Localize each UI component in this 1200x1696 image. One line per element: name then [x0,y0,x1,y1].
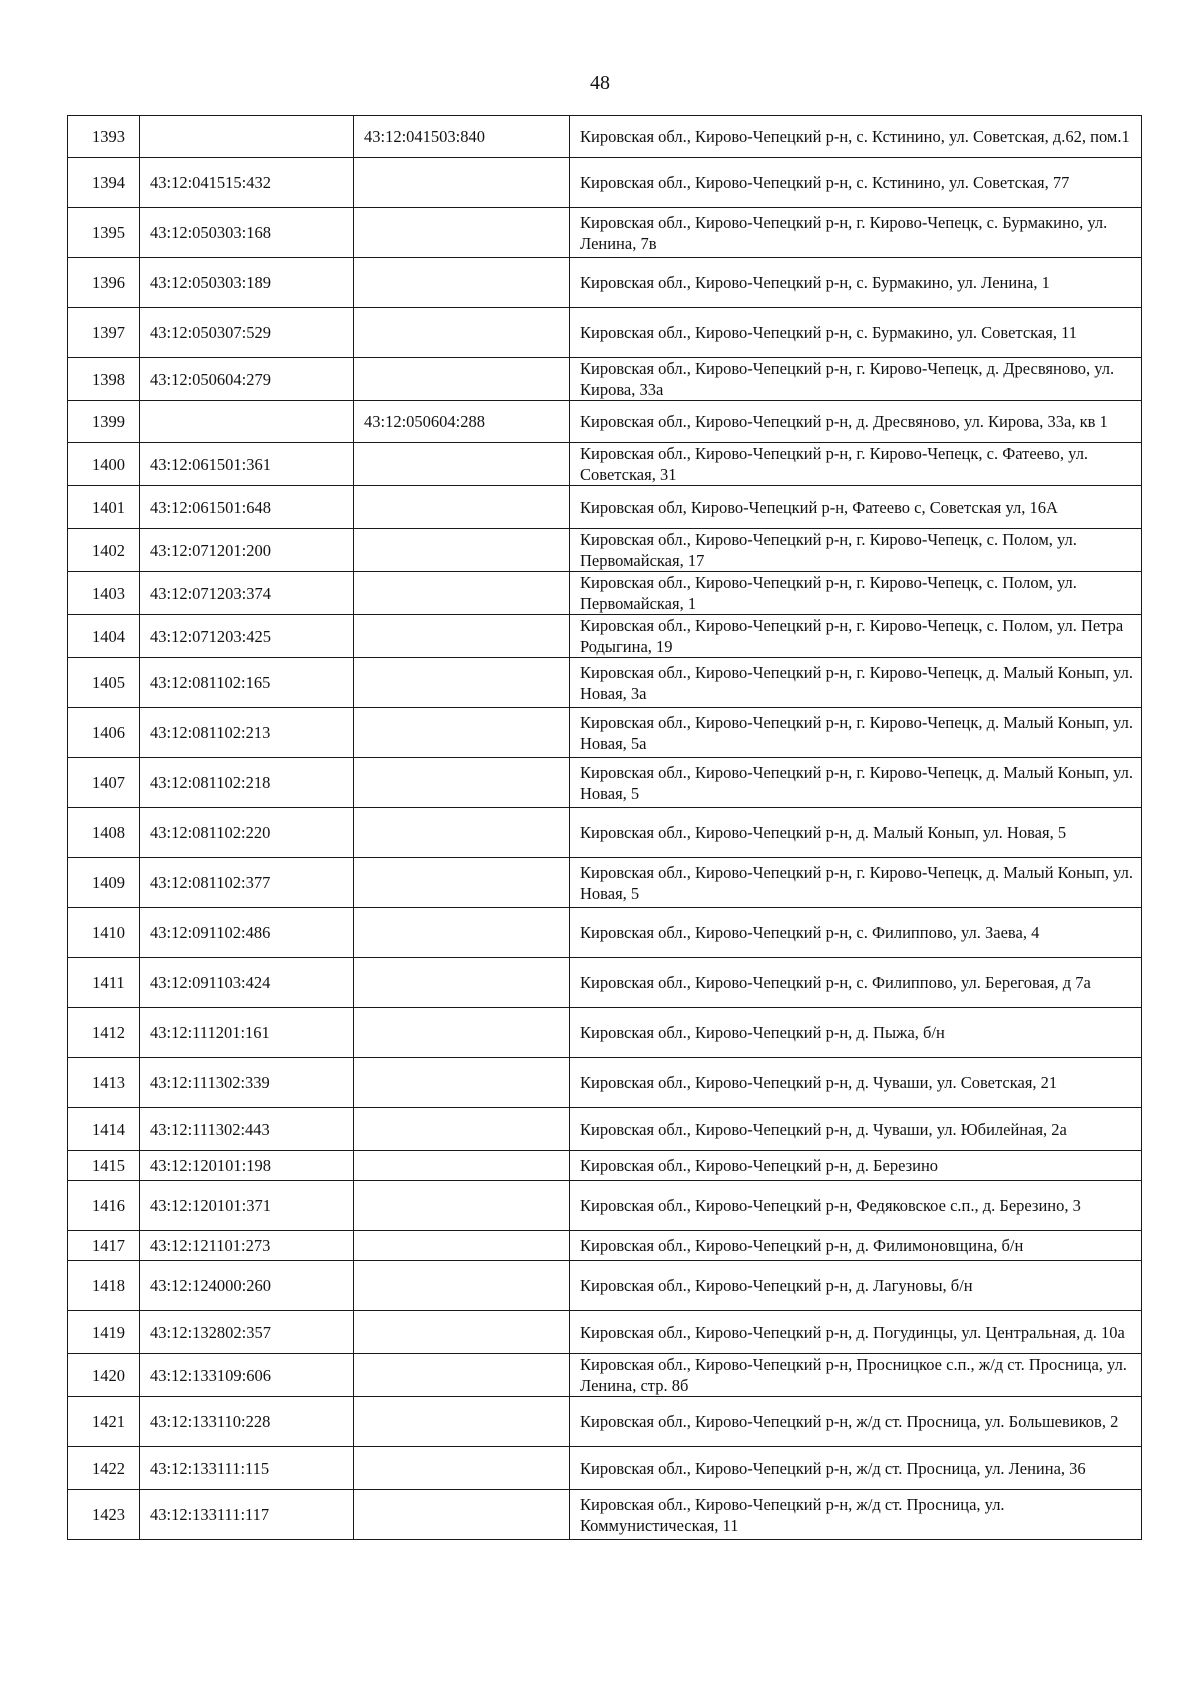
table-row [68,572,1142,615]
row-number-cell: 1407 [68,758,140,808]
cadastral-number-cell: 43:12:081102:220 [140,808,354,858]
address-cell: Кировская обл., Кирово-Чепецкий р-н, д. Филимоновщина, б/н [570,1231,1142,1261]
page-number: 48 [590,72,610,94]
cadastral-number-cell: 43:12:111302:443 [140,1108,354,1151]
cadastral-number-cell: 43:12:050303:189 [140,258,354,308]
address-cell: Кировская обл., Кирово-Чепецкий р-н, ж/д ст. Просница, ул. Коммунистическая, 11 [570,1490,1142,1540]
row-number-cell: 1399 [68,401,140,443]
table-row [68,486,1142,529]
table-row [68,1490,1142,1540]
linked-cadastral-number-cell: 43:12:041503:840 [354,116,570,158]
cadastral-number-cell: 43:12:124000:260 [140,1261,354,1311]
address-cell: Кировская обл., Кирово-Чепецкий р-н, г. Кирово-Чепецк, д. Дресвяново, ул. Кирова, 33а [570,358,1142,401]
cadastral-number-cell: 43:12:081102:377 [140,858,354,908]
cadastral-number-cell: 43:12:133109:606 [140,1354,354,1397]
linked-cadastral-number-cell [354,358,570,401]
cadastral-number-cell: 43:12:091103:424 [140,958,354,1008]
linked-cadastral-number-cell [354,529,570,572]
row-number-cell: 1393 [68,116,140,158]
property-table [67,115,1142,1540]
table-row [68,358,1142,401]
table-row [68,1261,1142,1311]
row-number-cell: 1401 [68,486,140,529]
cadastral-number-cell: 43:12:081102:213 [140,708,354,758]
address-cell: Кировская обл., Кирово-Чепецкий р-н, д. Малый Конып, ул. Новая, 5 [570,808,1142,858]
cadastral-number-cell: 43:12:081102:218 [140,758,354,808]
row-number-cell: 1420 [68,1354,140,1397]
cadastral-number-cell: 43:12:111302:339 [140,1058,354,1108]
address-cell: Кировская обл., Кирово-Чепецкий р-н, г. Кирово-Чепецк, д. Малый Конып, ул. Новая, 3а [570,658,1142,708]
cadastral-number-cell: 43:12:120101:371 [140,1181,354,1231]
row-number-cell: 1414 [68,1108,140,1151]
cadastral-number-cell: 43:12:071203:374 [140,572,354,615]
cadastral-number-cell: 43:12:120101:198 [140,1151,354,1181]
cadastral-number-cell: 43:12:071203:425 [140,615,354,658]
address-cell: Кировская обл., Кирово-Чепецкий р-н, г. Кирово-Чепецк, с. Полом, ул. Петра Родыгина, 19 [570,615,1142,658]
table-row [68,116,1142,158]
row-number-cell: 1403 [68,572,140,615]
cadastral-number-cell: 43:12:050604:279 [140,358,354,401]
address-cell: Кировская обл., Кирово-Чепецкий р-н, Федяковское с.п., д. Березино, 3 [570,1181,1142,1231]
linked-cadastral-number-cell: 43:12:050604:288 [354,401,570,443]
row-number-cell: 1398 [68,358,140,401]
row-number-cell: 1400 [68,443,140,486]
linked-cadastral-number-cell [354,486,570,529]
table-row [68,858,1142,908]
address-cell: Кировская обл., Кирово-Чепецкий р-н, ж/д ст. Просница, ул. Большевиков, 2 [570,1397,1142,1447]
table-row [68,1181,1142,1231]
linked-cadastral-number-cell [354,1311,570,1354]
address-cell: Кировская обл., Кирово-Чепецкий р-н, ж/д ст. Просница, ул. Ленина, 36 [570,1447,1142,1490]
address-cell: Кировская обл., Кирово-Чепецкий р-н, с. Бурмакино, ул. Ленина, 1 [570,258,1142,308]
linked-cadastral-number-cell [354,908,570,958]
address-cell: Кировская обл., Кирово-Чепецкий р-н, г. Кирово-Чепецк, с. Фатеево, ул. Советская, 31 [570,443,1142,486]
table-row [68,208,1142,258]
linked-cadastral-number-cell [354,308,570,358]
row-number-cell: 1416 [68,1181,140,1231]
table-row [68,1008,1142,1058]
table-row [68,443,1142,486]
table-row [68,958,1142,1008]
row-number-cell: 1397 [68,308,140,358]
table-row [68,1151,1142,1181]
address-cell: Кировская обл., Кирово-Чепецкий р-н, д. Лагуновы, б/н [570,1261,1142,1311]
address-cell: Кировская обл., Кирово-Чепецкий р-н, г. Кирово-Чепецк, с. Полом, ул. Первомайская, 17 [570,529,1142,572]
table-row [68,308,1142,358]
row-number-cell: 1404 [68,615,140,658]
row-number-cell: 1410 [68,908,140,958]
address-cell: Кировская обл., Кирово-Чепецкий р-н, г. Кирово-Чепецк, д. Малый Конып, ул. Новая, 5а [570,708,1142,758]
table-row [68,529,1142,572]
table-row [68,808,1142,858]
linked-cadastral-number-cell [354,758,570,808]
address-cell: Кировская обл., Кирово-Чепецкий р-н, с. Кстинино, ул. Советская, 77 [570,158,1142,208]
property-table-body [68,116,1142,1540]
linked-cadastral-number-cell [354,1447,570,1490]
cadastral-number-cell: 43:12:041515:432 [140,158,354,208]
address-cell: Кировская обл., Кирово-Чепецкий р-н, д. Пыжа, б/н [570,1008,1142,1058]
row-number-cell: 1409 [68,858,140,908]
linked-cadastral-number-cell [354,858,570,908]
cadastral-number-cell: 43:12:133110:228 [140,1397,354,1447]
cadastral-number-cell: 43:12:132802:357 [140,1311,354,1354]
linked-cadastral-number-cell [354,658,570,708]
linked-cadastral-number-cell [354,1397,570,1447]
address-cell: Кировская обл., Кирово-Чепецкий р-н, д. Чуваши, ул. Советская, 21 [570,1058,1142,1108]
cadastral-number-cell: 43:12:071201:200 [140,529,354,572]
row-number-cell: 1419 [68,1311,140,1354]
linked-cadastral-number-cell [354,572,570,615]
row-number-cell: 1395 [68,208,140,258]
linked-cadastral-number-cell [354,808,570,858]
row-number-cell: 1413 [68,1058,140,1108]
table-row [68,258,1142,308]
address-cell: Кировская обл., Кирово-Чепецкий р-н, г. Кирово-Чепецк, д. Малый Конып, ул. Новая, 5 [570,858,1142,908]
cadastral-number-cell [140,116,354,158]
address-cell: Кировская обл., Кирово-Чепецкий р-н, с. Филиппово, ул. Заева, 4 [570,908,1142,958]
address-cell: Кировская обл., Кирово-Чепецкий р-н, д. Чуваши, ул. Юбилейная, 2а [570,1108,1142,1151]
row-number-cell: 1422 [68,1447,140,1490]
row-number-cell: 1405 [68,658,140,708]
cadastral-number-cell: 43:12:133111:117 [140,1490,354,1540]
cadastral-number-cell: 43:12:061501:648 [140,486,354,529]
linked-cadastral-number-cell [354,1108,570,1151]
address-cell: Кировская обл., Кирово-Чепецкий р-н, д. Дресвяново, ул. Кирова, 33а, кв 1 [570,401,1142,443]
linked-cadastral-number-cell [354,958,570,1008]
row-number-cell: 1423 [68,1490,140,1540]
linked-cadastral-number-cell [354,1354,570,1397]
address-cell: Кировская обл., Кирово-Чепецкий р-н, г. Кирово-Чепецк, с. Бурмакино, ул. Ленина, 7в [570,208,1142,258]
cadastral-number-cell: 43:12:111201:161 [140,1008,354,1058]
linked-cadastral-number-cell [354,1008,570,1058]
row-number-cell: 1396 [68,258,140,308]
table-row [68,658,1142,708]
cadastral-number-cell: 43:12:133111:115 [140,1447,354,1490]
linked-cadastral-number-cell [354,1181,570,1231]
cadastral-number-cell: 43:12:061501:361 [140,443,354,486]
row-number-cell: 1421 [68,1397,140,1447]
linked-cadastral-number-cell [354,443,570,486]
cadastral-number-cell [140,401,354,443]
table-row [68,158,1142,208]
row-number-cell: 1418 [68,1261,140,1311]
linked-cadastral-number-cell [354,258,570,308]
linked-cadastral-number-cell [354,158,570,208]
row-number-cell: 1417 [68,1231,140,1261]
table-row [68,1354,1142,1397]
row-number-cell: 1406 [68,708,140,758]
row-number-cell: 1402 [68,529,140,572]
cadastral-number-cell: 43:12:050307:529 [140,308,354,358]
row-number-cell: 1408 [68,808,140,858]
address-cell: Кировская обл., Кирово-Чепецкий р-н, г. Кирово-Чепецк, с. Полом, ул. Первомайская, 1 [570,572,1142,615]
table-row [68,1231,1142,1261]
cadastral-number-cell: 43:12:091102:486 [140,908,354,958]
row-number-cell: 1394 [68,158,140,208]
linked-cadastral-number-cell [354,208,570,258]
linked-cadastral-number-cell [354,1231,570,1261]
row-number-cell: 1412 [68,1008,140,1058]
table-row [68,1108,1142,1151]
address-cell: Кировская обл., Кирово-Чепецкий р-н, г. Кирово-Чепецк, д. Малый Конып, ул. Новая, 5 [570,758,1142,808]
row-number-cell: 1415 [68,1151,140,1181]
table-row [68,908,1142,958]
row-number-cell: 1411 [68,958,140,1008]
linked-cadastral-number-cell [354,1058,570,1108]
address-cell: Кировская обл., Кирово-Чепецкий р-н, д. Погудинцы, ул. Центральная, д. 10а [570,1311,1142,1354]
table-row [68,1397,1142,1447]
cadastral-number-cell: 43:12:121101:273 [140,1231,354,1261]
linked-cadastral-number-cell [354,1261,570,1311]
address-cell: Кировская обл., Кирово-Чепецкий р-н, с. Филиппово, ул. Береговая, д 7а [570,958,1142,1008]
cadastral-number-cell: 43:12:081102:165 [140,658,354,708]
table-row [68,1447,1142,1490]
table-row [68,1058,1142,1108]
table-row [68,708,1142,758]
cadastral-number-cell: 43:12:050303:168 [140,208,354,258]
linked-cadastral-number-cell [354,1151,570,1181]
linked-cadastral-number-cell [354,708,570,758]
address-cell: Кировская обл., Кирово-Чепецкий р-н, Просницкое с.п., ж/д ст. Просница, ул. Ленина, стр. 8б [570,1354,1142,1397]
address-cell: Кировская обл., Кирово-Чепецкий р-н, д. Березино [570,1151,1142,1181]
address-cell: Кировская обл, Кирово-Чепецкий р-н, Фатеево с, Советская ул, 16А [570,486,1142,529]
table-row [68,758,1142,808]
linked-cadastral-number-cell [354,1490,570,1540]
table-row [68,615,1142,658]
address-cell: Кировская обл., Кирово-Чепецкий р-н, с. Кстинино, ул. Советская, д.62, пом.1 [570,116,1142,158]
linked-cadastral-number-cell [354,615,570,658]
address-cell: Кировская обл., Кирово-Чепецкий р-н, с. Бурмакино, ул. Советская, 11 [570,308,1142,358]
table-row [68,1311,1142,1354]
table-row [68,401,1142,443]
